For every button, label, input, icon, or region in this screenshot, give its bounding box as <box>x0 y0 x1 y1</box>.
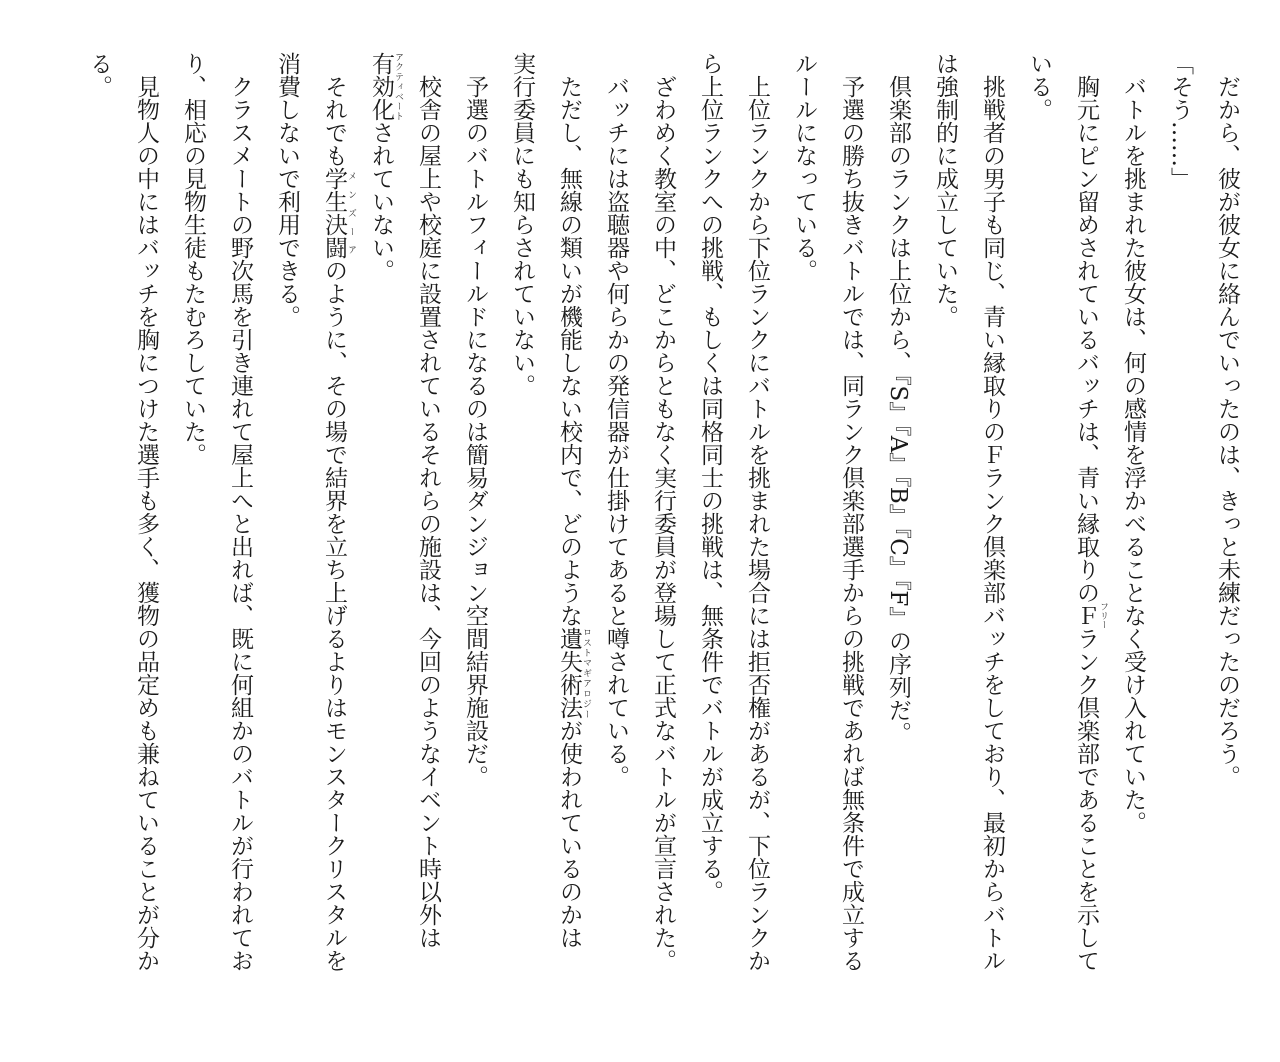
paragraph <box>1015 52 1109 1012</box>
text-segment: されていない。 <box>368 121 394 282</box>
text-line <box>780 52 827 1012</box>
text-line <box>1203 52 1250 1012</box>
text-line <box>733 52 780 1012</box>
text-line <box>921 52 968 1012</box>
text-segment: ランク倶楽部であることを示して <box>1073 627 1099 972</box>
text-line <box>451 52 498 1012</box>
text-segment: だから、彼が彼女に絡んでいったのは、きっと未練だったのだろう。 <box>1214 75 1240 788</box>
ruby-annotation <box>368 52 403 121</box>
ruby-base: 有効化 <box>368 52 394 121</box>
text-line <box>263 52 310 1012</box>
text-segment: 予選のバトルフィールドになるのは簡易ダンジョン空間結界施設だ。 <box>462 75 488 788</box>
text-line <box>874 52 921 1012</box>
text-line <box>639 52 686 1012</box>
paragraph <box>451 52 498 1012</box>
text-segment: バッチには盗聴器や何らかの発信器が仕掛けてあると噂されている。 <box>603 75 629 788</box>
text-line <box>404 52 451 1012</box>
text-segment: いる。 <box>1026 52 1052 121</box>
text-segment: クラスメートの野次馬を引き連れて屋上へと出れば、既に何組かのバトルが行われてお <box>227 75 253 972</box>
text-line <box>216 52 263 1012</box>
text-segment: が使われているのかは <box>556 719 582 949</box>
text-segment: ざわめく教室の中、どこからともなく実行委員が登場して正式なバトルが宣言された。 <box>650 75 676 972</box>
text-line <box>122 52 169 1012</box>
ruby-text: ロストマギアロジー <box>581 627 591 719</box>
text-segment: 胸元にピン留めされているバッチは、青い縁取りの <box>1073 75 1099 604</box>
text-line <box>545 52 592 1012</box>
text-line <box>1109 52 1156 1012</box>
text-segment: バトルを挑まれた彼女は、何の感情を浮かべることなく受け入れていた。 <box>1120 75 1146 834</box>
text-segment: 倶楽部のランクは上位から、『S』『A』『B』『C』『F』の序列だ。 <box>885 75 911 745</box>
text-segment: 消費しないで利用できる。 <box>274 52 300 328</box>
text-line <box>1156 52 1203 1012</box>
vertical-text-page <box>75 52 1250 1012</box>
text-line <box>968 52 1015 1012</box>
text-segment: 上位ランクから下位ランクにバトルを挑まれた場合には拒否権があるが、下位ランクか <box>744 75 770 972</box>
ruby-annotation <box>556 627 591 719</box>
text-line <box>592 52 639 1012</box>
text-line <box>310 52 357 1012</box>
paragraph <box>75 52 169 1012</box>
text-segment: る。 <box>86 52 112 98</box>
text-line <box>357 52 404 1012</box>
text-segment: それでも <box>321 75 347 167</box>
paragraph <box>169 52 263 1012</box>
text-segment: 実行委員にも知らされていない。 <box>509 52 535 397</box>
ruby-annotation <box>1073 602 1108 629</box>
ruby-base: Ｆ <box>1073 602 1099 629</box>
paragraph <box>263 52 357 1012</box>
paragraph <box>686 52 780 1012</box>
paragraph <box>921 52 1015 1012</box>
ruby-text: メンズーア <box>346 167 356 259</box>
paragraph <box>639 52 686 1012</box>
text-line <box>498 52 545 1012</box>
text-line <box>75 52 122 1012</box>
text-segment: 予選の勝ち抜きバトルでは、同ランク倶楽部選手からの挑戦であれば無条件で成立する <box>838 75 864 972</box>
ruby-annotation <box>321 167 356 259</box>
text-line <box>1062 52 1109 1012</box>
text-segment: のように、その場で結界を立ち上げるよりはモンスタークリスタルを <box>321 259 347 972</box>
text-line <box>686 52 733 1012</box>
paragraph <box>592 52 639 1012</box>
text-segment: 「そう……」 <box>1167 52 1193 190</box>
text-segment: 見物人の中にはバッチを胸につけた選手も多く、獲物の品定めも兼ねていることが分か <box>133 75 159 972</box>
paragraph <box>1203 52 1250 1012</box>
paragraph <box>357 52 451 1012</box>
paragraph <box>498 52 592 1012</box>
text-segment: は強制的に成立していた。 <box>932 52 958 328</box>
text-segment: ルールになっている。 <box>791 52 817 282</box>
ruby-base: 学生決闘 <box>321 167 347 259</box>
text-segment: ただし、無線の類いが機能しない校内で、どのような <box>556 75 582 627</box>
paragraph <box>780 52 874 1012</box>
paragraph <box>1109 52 1156 1012</box>
text-line <box>169 52 216 1012</box>
ruby-text: アクティベート <box>393 52 403 121</box>
paragraph <box>874 52 921 1012</box>
ruby-text: フリー <box>1098 602 1108 629</box>
paragraph <box>1156 52 1203 1012</box>
text-segment: ら上位ランクへの挑戦、もしくは同格同士の挑戦は、無条件でバトルが成立する。 <box>697 52 723 903</box>
text-segment: 挑戦者の男子も同じ、青い縁取りのＦランク倶楽部バッチをしており、最初からバトル <box>979 75 1005 972</box>
text-line <box>1015 52 1062 1012</box>
ruby-base: 遺失術法 <box>556 627 582 719</box>
text-line <box>827 52 874 1012</box>
text-segment: り、相応の見物生徒もたむろしていた。 <box>180 52 206 466</box>
text-segment: 校舎の屋上や校庭に設置されているそれらの施設は、今回のようなイベント時以外は <box>415 75 441 949</box>
